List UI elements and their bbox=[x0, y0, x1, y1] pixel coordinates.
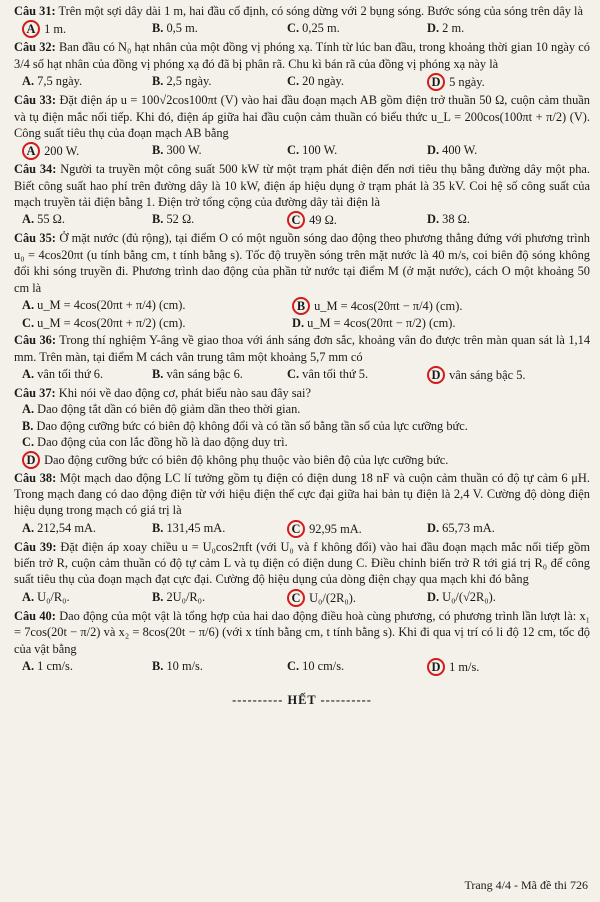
option-text: u_M = 4cos(20πt − π/2) (cm). bbox=[307, 315, 456, 330]
question-number: Câu 34: bbox=[14, 162, 57, 177]
answer-option-d[interactable] bbox=[427, 658, 587, 676]
selected-answer-circle: B bbox=[292, 297, 310, 315]
question-number: Câu 35: bbox=[14, 231, 56, 246]
page-footer: Trang 4/4 - Mã đề thi 726 bbox=[464, 878, 588, 893]
question-stem bbox=[14, 608, 590, 657]
question-stem bbox=[14, 470, 590, 519]
answer-option-b[interactable] bbox=[292, 297, 582, 315]
option-text: 20 ngày. bbox=[302, 74, 345, 89]
answer-option-b[interactable] bbox=[152, 20, 287, 38]
answer-option-c[interactable] bbox=[287, 520, 427, 538]
question-text: Khi nói về dao động cơ, phát biểu nào sau đây sai? bbox=[58, 386, 312, 400]
question-text: Đặt điện áp u = 100√2cos100πt (V) vào hai đầu đoạn mạch AB gồm điện trở thuần 50 Ω, cuộn cảm thuần và tụ điện mắc nối tiếp. Khi đó, điện áp giữa hai đầu cuộn cảm thuần có biểu thức u_L = 200cos(100πt + π/2) (V). Công suất tiêu thụ của đoạn mạch AB bằng bbox=[14, 93, 590, 140]
question-number: Câu 32: bbox=[14, 40, 56, 55]
option-text: 200 W. bbox=[44, 144, 80, 159]
question-stem bbox=[14, 161, 590, 210]
answer-options bbox=[22, 297, 590, 331]
answer-option-a[interactable] bbox=[22, 73, 152, 91]
question-list bbox=[14, 3, 590, 676]
question-37 bbox=[14, 385, 590, 469]
question-text: Ở mặt nước (đủ rộng), tại điểm O có một nguồn sóng dao động theo phương thẳng đứng với phương trình u₀ = 4cos20πt (u tính bằng cm, t tính bằng s). Tốc độ truyền sóng trên mặt nước là 40 m/s, coi biên độ sóng không đổi khi sóng truyền đi. Phương trình dao động của phần tử nước tại điểm M (ở mặt nước), cách O một khoảng 50 cm là bbox=[14, 231, 590, 295]
selected-answer-circle: A bbox=[22, 142, 40, 160]
answer-options bbox=[22, 20, 590, 38]
option-text: u_M = 4cos(20πt − π/4) (cm). bbox=[314, 298, 463, 313]
option-key: A. bbox=[22, 297, 35, 312]
option-text: vân tối thứ 6. bbox=[37, 367, 104, 381]
answer-option-a[interactable] bbox=[22, 658, 152, 676]
answer-option-a[interactable] bbox=[22, 297, 292, 315]
question-number: Câu 40: bbox=[14, 608, 56, 623]
answer-option-a[interactable] bbox=[22, 142, 152, 160]
answer-option-c[interactable] bbox=[22, 434, 590, 450]
selected-answer-circle: D bbox=[427, 366, 445, 384]
option-text: 55 Ω. bbox=[37, 212, 65, 227]
option-text: U₀/(√2R₀). bbox=[442, 589, 496, 604]
option-key: C. bbox=[287, 367, 300, 381]
answer-options bbox=[14, 401, 590, 468]
option-text: 1 m/s. bbox=[449, 659, 480, 674]
answer-options bbox=[22, 366, 590, 384]
option-key: B. bbox=[152, 589, 164, 604]
question-stem bbox=[14, 385, 590, 401]
answer-option-d[interactable] bbox=[427, 366, 587, 384]
question-number: Câu 36: bbox=[14, 333, 56, 348]
answer-option-c[interactable] bbox=[287, 658, 427, 676]
answer-option-b[interactable] bbox=[152, 520, 287, 538]
option-text: u_M = 4cos(20πt + π/2) (cm). bbox=[37, 315, 186, 330]
option-key: A. bbox=[22, 402, 35, 417]
option-text: U₀/(2R₀). bbox=[309, 590, 356, 605]
question-text: Một mạch dao động LC lí tưởng gồm tụ điện có điện dung 18 nF và cuộn cảm thuần có độ tự cảm 6 μH. Trong mạch đang có dao động điện từ với hiệu điện thế cực đại giữa hai bản tụ điện là 2,4 V. Cường độ dòng điện hiệu dụng trong mạch có giá trị là bbox=[14, 470, 590, 518]
option-text: 49 Ω. bbox=[309, 213, 337, 228]
answer-option-d[interactable] bbox=[427, 73, 587, 91]
answer-option-d[interactable] bbox=[292, 315, 582, 331]
option-key: D. bbox=[427, 520, 440, 535]
question-36 bbox=[14, 332, 590, 384]
option-key: C. bbox=[287, 143, 300, 158]
question-number: Câu 38: bbox=[14, 470, 57, 485]
question-33 bbox=[14, 92, 590, 160]
option-text: 7,5 ngày. bbox=[37, 74, 83, 89]
answer-option-c[interactable] bbox=[287, 73, 427, 91]
question-31 bbox=[14, 3, 590, 38]
question-text: Dao động của một vật là tổng hợp của hai dao động điều hoà cùng phương, có phương trình lần lượt là: x₁ = 7cos(20t − π/2) và x₂ = 8cos(20t − π/6) (với x tính bằng cm, t tính bằng s). Khi đi qua vị trí có li độ 12 cm, tốc độ của vật bằng bbox=[14, 608, 590, 656]
question-text: Trong thí nghiệm Y-âng về giao thoa với ánh sáng đơn sắc, khoảng vân đo được trên màn quan sát là 1,14 mm. Trên màn, tại điểm M cách vân trung tâm một khoảng 5,7 mm có bbox=[14, 333, 591, 364]
option-key: C. bbox=[22, 435, 35, 450]
option-text: 131,45 mA. bbox=[166, 520, 226, 535]
answer-option-b[interactable] bbox=[152, 73, 287, 91]
option-text: 65,73 mA. bbox=[442, 520, 495, 535]
option-text: 52 Ω. bbox=[166, 212, 195, 227]
question-38 bbox=[14, 470, 590, 538]
option-text: 212,54 mA. bbox=[37, 520, 97, 535]
option-text: 0,25 m. bbox=[302, 21, 340, 36]
answer-option-d[interactable] bbox=[427, 589, 587, 607]
answer-option-c[interactable] bbox=[287, 20, 427, 38]
option-key: B. bbox=[152, 520, 164, 535]
answer-option-d[interactable] bbox=[427, 20, 587, 38]
option-key: B. bbox=[152, 212, 164, 227]
answer-options bbox=[22, 658, 590, 676]
answer-option-b[interactable] bbox=[152, 366, 287, 384]
answer-option-d[interactable] bbox=[22, 451, 590, 469]
question-text: Đặt điện áp xoay chiều u = U₀cos2πft (với U₀ và f không đổi) vào hai đầu đoạn mạch mắc nối tiếp gồm biến trở R, cuộn cảm thuần có độ tự cảm L và tụ điện có điện dung C. Điều chỉnh biến trở R tới giá trị R₀ để công suất tiêu thụ của đoạn mạch đạt cực đại. Cường độ hiệu dụng của dòng điện chạy qua mạch khi đó bằng bbox=[14, 539, 590, 587]
question-stem bbox=[14, 332, 590, 365]
option-key: D. bbox=[427, 589, 440, 604]
question-number: Câu 31: bbox=[14, 4, 56, 18]
option-key: C. bbox=[287, 21, 300, 36]
answer-options bbox=[22, 142, 590, 160]
option-text: Dao động cưỡng bức có biên độ không đổi và có tần số bằng tần số của lực cưỡng bức. bbox=[36, 418, 468, 433]
option-text: vân tối thứ 5. bbox=[302, 367, 369, 381]
answer-option-a[interactable] bbox=[22, 20, 152, 38]
answer-option-c[interactable] bbox=[22, 315, 292, 331]
question-number: Câu 39: bbox=[14, 539, 57, 554]
question-text: Ban đầu có N₀ hạt nhân của một đồng vị phóng xạ. Tính từ lúc ban đầu, trong khoảng thời gian 10 ngày có 3/4 số hạt nhân của đồng vị phóng xạ đó đã bị phân rã. Chu kì bán rã của đồng vị phóng xạ này là bbox=[14, 40, 590, 71]
answer-option-b[interactable] bbox=[22, 418, 590, 434]
question-stem bbox=[14, 3, 590, 19]
option-text: 400 W. bbox=[442, 143, 478, 158]
answer-option-c[interactable] bbox=[287, 366, 427, 384]
answer-options bbox=[22, 520, 590, 538]
option-text: 1 cm/s. bbox=[37, 658, 73, 673]
option-text: 100 W. bbox=[302, 143, 338, 158]
option-key: C. bbox=[287, 658, 300, 673]
answer-option-b[interactable] bbox=[152, 142, 287, 160]
option-text: 2,5 ngày. bbox=[166, 74, 212, 89]
selected-answer-circle: D bbox=[427, 658, 445, 676]
option-key: C. bbox=[22, 315, 35, 330]
answer-options bbox=[22, 589, 590, 607]
selected-answer-circle: D bbox=[427, 73, 445, 91]
option-key: B. bbox=[152, 367, 164, 381]
question-stem bbox=[14, 39, 590, 72]
selected-answer-circle: C bbox=[287, 589, 305, 607]
question-stem bbox=[14, 539, 590, 588]
question-40 bbox=[14, 608, 590, 676]
answer-option-a[interactable] bbox=[22, 520, 152, 538]
question-39 bbox=[14, 539, 590, 607]
option-key: A. bbox=[22, 212, 35, 227]
option-text: vân sáng bậc 5. bbox=[449, 368, 526, 382]
answer-option-d[interactable] bbox=[427, 211, 587, 229]
option-text: 38 Ω. bbox=[442, 212, 470, 227]
option-text: 1 m. bbox=[44, 22, 67, 37]
selected-answer-circle: C bbox=[287, 211, 305, 229]
option-text: U₀/R₀. bbox=[37, 589, 70, 604]
option-text: Dao động tắt dần có biên độ giảm dần theo thời gian. bbox=[37, 402, 301, 417]
question-number: Câu 33: bbox=[14, 93, 57, 108]
answer-option-b[interactable] bbox=[152, 658, 287, 676]
option-text: Dao động của con lắc đồng hồ là dao động duy trì. bbox=[37, 435, 288, 450]
answer-option-c[interactable] bbox=[287, 211, 427, 229]
option-key: B. bbox=[152, 21, 164, 36]
option-text: Dao động cưỡng bức có biên độ không phụ thuộc vào biên độ của lực cưỡng bức. bbox=[44, 452, 449, 467]
answer-options bbox=[22, 211, 590, 229]
option-key: A. bbox=[22, 520, 35, 535]
option-text: 0,5 m. bbox=[166, 21, 198, 36]
answer-options bbox=[22, 73, 590, 91]
question-35 bbox=[14, 230, 590, 331]
answer-option-c[interactable] bbox=[287, 142, 427, 160]
question-stem bbox=[14, 230, 590, 296]
option-key: B. bbox=[152, 143, 164, 158]
answer-option-a[interactable] bbox=[22, 589, 152, 607]
question-number: Câu 37: bbox=[14, 386, 56, 400]
answer-option-c[interactable] bbox=[287, 589, 427, 607]
answer-option-b[interactable] bbox=[152, 211, 287, 229]
option-text: 92,95 mA. bbox=[309, 521, 362, 536]
answer-option-a[interactable] bbox=[22, 211, 152, 229]
option-key: C. bbox=[287, 74, 300, 89]
option-text: vân sáng bậc 6. bbox=[166, 367, 243, 381]
option-text: u_M = 4cos(20πt + π/4) (cm). bbox=[37, 297, 186, 312]
option-key: A. bbox=[22, 74, 35, 89]
option-key: D. bbox=[427, 212, 440, 227]
question-stem bbox=[14, 92, 590, 141]
question-34 bbox=[14, 161, 590, 229]
option-key: B. bbox=[152, 658, 164, 673]
option-key: B. bbox=[22, 418, 34, 433]
option-key: A. bbox=[22, 589, 35, 604]
question-32 bbox=[14, 39, 590, 91]
selected-answer-circle: C bbox=[287, 520, 305, 538]
option-text: 10 m/s. bbox=[166, 658, 203, 673]
answer-option-a[interactable] bbox=[22, 401, 590, 417]
option-key: D. bbox=[292, 315, 305, 330]
option-key: A. bbox=[22, 658, 35, 673]
end-marker: ---------- HẾT ---------- bbox=[232, 692, 372, 707]
option-key: A. bbox=[22, 367, 35, 381]
option-text: 10 cm/s. bbox=[302, 658, 345, 673]
option-text: 2U₀/R₀. bbox=[166, 589, 206, 604]
selected-answer-circle: D bbox=[22, 451, 40, 469]
option-key: B. bbox=[152, 74, 164, 89]
option-text: 5 ngày. bbox=[449, 75, 485, 90]
question-text: Người ta truyền một công suất 500 kW từ một trạm phát điện đến nơi tiêu thụ bằng đường dây một pha. Biết công suất hao phí trên đường dây là 10 kW, điện áp hiệu dụng ở trạm phát là 35 kV. Coi hệ số công suất của mạch truyền tải điện bằng 1. Điện trở tổng cộng của đường dây tải điện là bbox=[14, 162, 590, 209]
question-text: Trên một sợi dây dài 1 m, hai đầu cố định, có sóng dừng với 2 bụng sóng. Bước sóng của sóng trên dây là bbox=[58, 4, 583, 18]
option-key: D. bbox=[427, 21, 440, 36]
answer-option-d[interactable] bbox=[427, 142, 587, 160]
answer-option-d[interactable] bbox=[427, 520, 587, 538]
selected-answer-circle: A bbox=[22, 20, 40, 38]
answer-option-a[interactable] bbox=[22, 366, 152, 384]
option-key: D. bbox=[427, 143, 440, 158]
option-text: 2 m. bbox=[442, 21, 465, 36]
answer-option-b[interactable] bbox=[152, 589, 287, 607]
option-text: 300 W. bbox=[166, 143, 202, 158]
